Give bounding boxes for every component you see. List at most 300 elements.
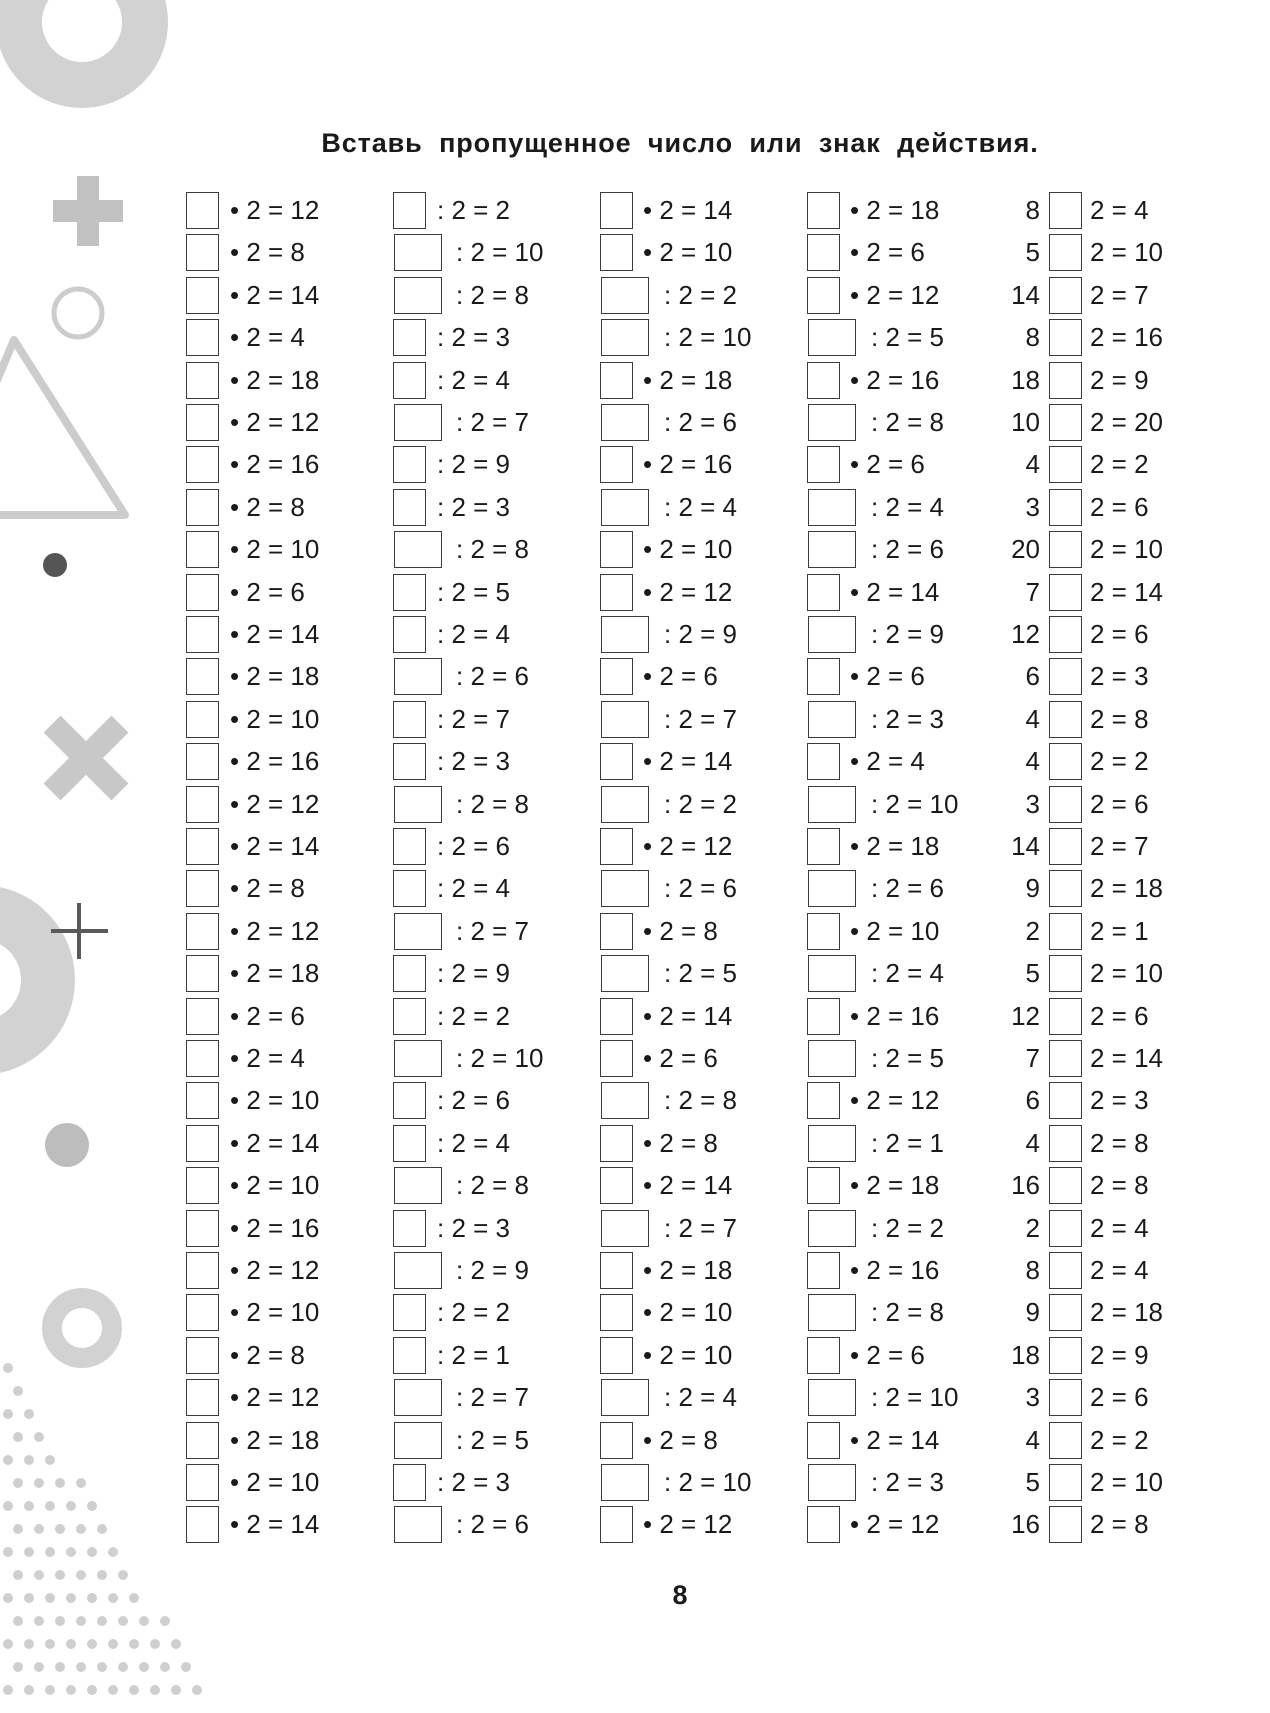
answer-box[interactable] [808, 1210, 856, 1247]
pattern-dot [24, 1685, 34, 1695]
answer-box[interactable] [601, 1464, 649, 1501]
answer-box[interactable] [186, 1252, 219, 1289]
answer-box[interactable] [186, 870, 219, 907]
answer-sign-box[interactable] [1049, 1294, 1082, 1331]
triangle-icon [0, 340, 125, 515]
pattern-dot [24, 1547, 34, 1557]
expression-text: • 2 = 14 [230, 619, 320, 649]
pattern-dot [118, 1662, 128, 1672]
answer-box[interactable] [394, 531, 442, 568]
answer-box[interactable] [600, 743, 633, 780]
expression-text: : 2 = 8 [456, 1170, 529, 1201]
expression-text: : 2 = 10 [456, 1043, 544, 1073]
pattern-dot [45, 1685, 55, 1695]
answer-box[interactable] [808, 701, 856, 738]
expression-text: : 2 = 6 [664, 873, 737, 904]
answer-box[interactable] [394, 277, 442, 314]
answer-box[interactable] [807, 277, 840, 314]
answer-sign-box[interactable] [1049, 1082, 1082, 1119]
answer-box[interactable] [186, 658, 219, 695]
expression-text: 2 = 4 [1090, 1212, 1149, 1243]
pattern-dot [3, 1455, 13, 1465]
answer-box[interactable] [393, 489, 426, 526]
dividend-value: 4 [1025, 746, 1040, 777]
expression-text: : 2 = 3 [871, 703, 944, 734]
pattern-dot [66, 1547, 76, 1557]
answer-sign-box[interactable] [1049, 1125, 1082, 1162]
answer-sign-box[interactable] [1049, 1422, 1082, 1459]
expression-text: : 2 = 7 [456, 1382, 529, 1413]
expression-text: • 2 = 10 [230, 1297, 320, 1328]
answer-box[interactable] [186, 1379, 219, 1416]
answer-box[interactable] [808, 1464, 856, 1501]
expression-text: 2 = 2 [1090, 449, 1149, 480]
expression-text: • 2 = 12 [230, 1382, 320, 1413]
expression-text: • 2 = 10 [230, 1085, 320, 1116]
answer-box[interactable] [808, 1125, 856, 1162]
answer-box[interactable] [393, 743, 426, 780]
pattern-dot [55, 1662, 65, 1672]
expression-text: 2 = 4 [1090, 1255, 1149, 1285]
answer-box[interactable] [808, 1294, 856, 1331]
expression-text: 2 = 3 [1090, 661, 1149, 692]
dividend-value: 6 [1025, 661, 1040, 692]
expression-text: • 2 = 8 [643, 915, 718, 946]
expression-text: : 2 = 4 [437, 1127, 510, 1158]
answer-box[interactable] [807, 1082, 840, 1119]
dividend-value: 14 [1011, 279, 1040, 310]
answer-box[interactable] [807, 446, 840, 483]
expression-text: : 2 = 4 [437, 364, 510, 395]
answer-sign-box[interactable] [1049, 362, 1082, 399]
answer-box[interactable] [186, 998, 219, 1035]
answer-box[interactable] [393, 574, 426, 611]
answer-sign-box[interactable] [1049, 531, 1082, 568]
expression-text: : 2 = 5 [437, 576, 510, 607]
answer-box[interactable] [393, 362, 426, 399]
answer-box[interactable] [600, 234, 633, 271]
answer-box[interactable] [186, 1040, 219, 1077]
pattern-dot [97, 1616, 107, 1626]
answer-box[interactable] [186, 913, 219, 950]
answer-box[interactable] [186, 1210, 219, 1247]
answer-box[interactable] [186, 1506, 219, 1543]
expression-text: 2 = 18 [1090, 873, 1164, 904]
answer-box[interactable] [600, 1506, 633, 1543]
answer-box[interactable] [393, 998, 426, 1035]
expression-text: • 2 = 8 [230, 873, 305, 904]
answer-box[interactable] [808, 531, 856, 568]
answer-box[interactable] [394, 1252, 442, 1289]
dividend-value: 4 [1025, 703, 1040, 734]
answer-box[interactable] [807, 574, 840, 611]
answer-box[interactable] [807, 234, 840, 271]
answer-box[interactable] [393, 955, 426, 992]
expression-text: : 2 = 3 [437, 746, 510, 777]
answer-sign-box[interactable] [1049, 1337, 1082, 1374]
answer-box[interactable] [808, 870, 856, 907]
dividend-value: 12 [1011, 619, 1040, 649]
answer-box[interactable] [808, 489, 856, 526]
expression-text: 2 = 6 [1090, 491, 1149, 522]
answer-sign-box[interactable] [1049, 998, 1082, 1035]
answer-box[interactable] [186, 616, 219, 653]
pattern-dot [45, 1639, 55, 1649]
answer-box[interactable] [808, 404, 856, 441]
expression-text: • 2 = 6 [850, 661, 925, 692]
answer-box[interactable] [808, 1379, 856, 1416]
expression-text: • 2 = 10 [230, 703, 320, 734]
answer-sign-box[interactable] [1049, 446, 1082, 483]
expression-text: : 2 = 2 [871, 1212, 944, 1243]
answer-sign-box[interactable] [1049, 1379, 1082, 1416]
answer-sign-box[interactable] [1049, 616, 1082, 653]
expression-text: 2 = 16 [1090, 322, 1164, 353]
cross-icon [18, 690, 154, 826]
answer-box[interactable] [394, 786, 442, 823]
answer-box[interactable] [807, 1337, 840, 1374]
pattern-dot [45, 1455, 55, 1465]
answer-box[interactable] [600, 574, 633, 611]
answer-box[interactable] [186, 701, 219, 738]
pattern-dot [66, 1501, 76, 1511]
answer-sign-box[interactable] [1049, 319, 1082, 356]
dividend-value: 4 [1025, 1424, 1040, 1455]
expression-text: • 2 = 10 [850, 915, 940, 946]
answer-box[interactable] [186, 319, 219, 356]
pattern-dot [13, 1524, 23, 1534]
answer-sign-box[interactable] [1049, 1252, 1082, 1289]
answer-box[interactable] [393, 1125, 426, 1162]
answer-box[interactable] [393, 319, 426, 356]
answer-box[interactable] [601, 1379, 649, 1416]
answer-sign-box[interactable] [1049, 1167, 1082, 1204]
expression-text: • 2 = 14 [230, 1509, 320, 1540]
answer-box[interactable] [600, 1337, 633, 1374]
answer-box[interactable] [600, 1294, 633, 1331]
pattern-dot [97, 1662, 107, 1672]
expression-text: : 2 = 6 [664, 407, 737, 437]
expression-text: : 2 = 10 [664, 1467, 752, 1497]
answer-box[interactable] [393, 701, 426, 738]
expression-text: • 2 = 8 [230, 491, 305, 522]
answer-box[interactable] [807, 1252, 840, 1289]
answer-box[interactable] [186, 489, 219, 526]
answer-box[interactable] [186, 1337, 219, 1374]
answer-box[interactable] [393, 192, 426, 229]
pattern-dot [45, 1547, 55, 1557]
dividend-value: 3 [1025, 1382, 1040, 1413]
answer-box[interactable] [186, 828, 219, 865]
pattern-dot [76, 1478, 86, 1488]
ring-bottom-icon [52, 1298, 112, 1358]
expression-text: • 2 = 12 [230, 1255, 320, 1285]
expression-text: 2 = 14 [1090, 576, 1164, 607]
expression-text: • 2 = 4 [230, 1043, 305, 1073]
expression-text: : 2 = 9 [664, 619, 737, 649]
answer-sign-box[interactable] [1049, 786, 1082, 823]
answer-box[interactable] [807, 658, 840, 695]
expression-text: : 2 = 8 [871, 1297, 944, 1328]
answer-box[interactable] [394, 1040, 442, 1077]
expression-text: 2 = 3 [1090, 1085, 1149, 1116]
expression-text: 2 = 18 [1090, 1297, 1164, 1328]
answer-box[interactable] [186, 192, 219, 229]
answer-box[interactable] [807, 192, 840, 229]
answer-box[interactable] [601, 489, 649, 526]
answer-sign-box[interactable] [1049, 1464, 1082, 1501]
dividend-value: 4 [1025, 449, 1040, 480]
answer-sign-box[interactable] [1049, 277, 1082, 314]
pattern-dot [139, 1616, 149, 1626]
pattern-dot [171, 1639, 181, 1649]
answer-box[interactable] [601, 616, 649, 653]
answer-box[interactable] [186, 1422, 219, 1459]
answer-sign-box[interactable] [1049, 955, 1082, 992]
pattern-dot [3, 1501, 13, 1511]
answer-box[interactable] [393, 1082, 426, 1119]
expression-text: : 2 = 7 [456, 407, 529, 437]
answer-sign-box[interactable] [1049, 192, 1082, 229]
answer-box[interactable] [394, 1167, 442, 1204]
expression-text: • 2 = 14 [643, 195, 733, 225]
answer-box[interactable] [186, 743, 219, 780]
answer-box[interactable] [600, 1040, 633, 1077]
answer-box[interactable] [186, 404, 219, 441]
expression-text: 2 = 4 [1090, 195, 1149, 225]
answer-box[interactable] [394, 1379, 442, 1416]
expression-text: : 2 = 7 [664, 703, 737, 734]
expression-text: : 2 = 5 [456, 1424, 529, 1455]
answer-box[interactable] [808, 319, 856, 356]
expression-text: : 2 = 6 [456, 1509, 529, 1540]
expression-text: • 2 = 10 [230, 1467, 320, 1497]
dividend-value: 9 [1025, 1297, 1040, 1328]
expression-text: • 2 = 10 [230, 534, 320, 565]
answer-box[interactable] [393, 870, 426, 907]
answer-box[interactable] [393, 616, 426, 653]
dividend-value: 10 [1011, 407, 1040, 437]
expression-text: • 2 = 18 [643, 1255, 733, 1285]
answer-box[interactable] [186, 1082, 219, 1119]
expression-text: • 2 = 6 [230, 576, 305, 607]
answer-box[interactable] [394, 658, 442, 695]
expression-text: • 2 = 14 [230, 279, 320, 310]
pattern-dot [87, 1547, 97, 1557]
answer-box[interactable] [600, 828, 633, 865]
pattern-dot [97, 1570, 107, 1580]
answer-box[interactable] [393, 1464, 426, 1501]
answer-box[interactable] [807, 1167, 840, 1204]
answer-sign-box[interactable] [1049, 404, 1082, 441]
answer-box[interactable] [600, 998, 633, 1035]
answer-box[interactable] [186, 1464, 219, 1501]
answer-box[interactable] [601, 1082, 649, 1119]
answer-box[interactable] [186, 234, 219, 271]
answer-box[interactable] [808, 955, 856, 992]
expression-text: : 2 = 1 [437, 1339, 510, 1370]
answer-box[interactable] [394, 404, 442, 441]
pattern-dot [55, 1570, 65, 1580]
answer-box[interactable] [601, 955, 649, 992]
pattern-dot [3, 1409, 13, 1419]
pattern-dot [55, 1478, 65, 1488]
expression-text: • 2 = 18 [230, 364, 320, 395]
answer-sign-box[interactable] [1049, 234, 1082, 271]
answer-box[interactable] [394, 913, 442, 950]
pattern-dot [76, 1524, 86, 1534]
expression-text: • 2 = 8 [230, 1339, 305, 1370]
answer-sign-box[interactable] [1049, 701, 1082, 738]
answer-box[interactable] [601, 277, 649, 314]
answer-box[interactable] [600, 531, 633, 568]
expression-text: • 2 = 14 [230, 1127, 320, 1158]
answer-sign-box[interactable] [1049, 1506, 1082, 1543]
expression-text: • 2 = 12 [230, 195, 320, 225]
answer-box[interactable] [600, 362, 633, 399]
dividend-value: 2 [1025, 915, 1040, 946]
answer-box[interactable] [601, 319, 649, 356]
expression-text: : 2 = 5 [871, 322, 944, 353]
answer-box[interactable] [600, 192, 633, 229]
answer-box[interactable] [807, 828, 840, 865]
pattern-dot [97, 1524, 107, 1534]
expression-text: 2 = 10 [1090, 237, 1164, 268]
answer-box[interactable] [393, 1210, 426, 1247]
expression-text: • 2 = 18 [230, 958, 320, 989]
answer-box[interactable] [601, 701, 649, 738]
answer-box[interactable] [186, 446, 219, 483]
answer-box[interactable] [600, 913, 633, 950]
dividend-value: 8 [1025, 195, 1040, 225]
answer-sign-box[interactable] [1049, 743, 1082, 780]
expression-text: • 2 = 14 [230, 831, 320, 861]
pattern-dot [129, 1685, 139, 1695]
pattern-dot [160, 1616, 170, 1626]
dividend-value: 18 [1011, 1339, 1040, 1370]
answer-box[interactable] [186, 955, 219, 992]
pattern-dot [13, 1386, 23, 1396]
answer-box[interactable] [808, 1040, 856, 1077]
dividend-value: 14 [1011, 831, 1040, 861]
expression-text: : 2 = 7 [437, 703, 510, 734]
answer-box[interactable] [394, 234, 442, 271]
expression-text: • 2 = 12 [850, 1085, 940, 1116]
answer-box[interactable] [807, 362, 840, 399]
expression-text: • 2 = 10 [643, 1339, 733, 1370]
expression-text: 2 = 8 [1090, 1127, 1149, 1158]
expression-text: 2 = 10 [1090, 958, 1164, 989]
answer-box[interactable] [808, 616, 856, 653]
expression-text: : 2 = 10 [871, 1382, 959, 1413]
answer-box[interactable] [186, 1125, 219, 1162]
expression-text: : 2 = 8 [664, 1085, 737, 1116]
answer-box[interactable] [601, 870, 649, 907]
answer-box[interactable] [807, 1422, 840, 1459]
answer-box[interactable] [601, 1210, 649, 1247]
answer-box[interactable] [807, 998, 840, 1035]
answer-box[interactable] [186, 1294, 219, 1331]
answer-sign-box[interactable] [1049, 574, 1082, 611]
answer-box[interactable] [600, 1422, 633, 1459]
pattern-dot [171, 1685, 181, 1695]
pattern-dot [13, 1616, 23, 1626]
answer-box[interactable] [808, 786, 856, 823]
pattern-dot [13, 1478, 23, 1488]
answer-box[interactable] [807, 743, 840, 780]
pattern-dot [55, 1616, 65, 1626]
expression-text: • 2 = 18 [850, 195, 940, 225]
answer-sign-box[interactable] [1049, 1040, 1082, 1077]
answer-box[interactable] [600, 446, 633, 483]
expression-text: • 2 = 8 [643, 1127, 718, 1158]
answer-sign-box[interactable] [1049, 489, 1082, 526]
answer-box[interactable] [393, 1294, 426, 1331]
answer-sign-box[interactable] [1049, 870, 1082, 907]
pattern-dot [55, 1524, 65, 1534]
dividend-value: 16 [1011, 1170, 1040, 1201]
expression-text: : 2 = 2 [664, 788, 737, 819]
answer-box[interactable] [393, 1337, 426, 1374]
answer-box[interactable] [186, 277, 219, 314]
answer-box[interactable] [807, 913, 840, 950]
expression-text: : 2 = 3 [871, 1467, 944, 1497]
pattern-dot [76, 1616, 86, 1626]
plus-icon [53, 176, 123, 246]
pattern-dot [129, 1639, 139, 1649]
expression-text: • 2 = 10 [643, 1297, 733, 1328]
answer-box[interactable] [601, 786, 649, 823]
answer-box[interactable] [186, 574, 219, 611]
answer-box[interactable] [394, 1422, 442, 1459]
answer-box[interactable] [600, 658, 633, 695]
answer-box[interactable] [393, 446, 426, 483]
expression-text: : 2 = 2 [437, 1000, 510, 1031]
answer-sign-box[interactable] [1049, 1210, 1082, 1247]
answer-box[interactable] [394, 1506, 442, 1543]
expression-text: • 2 = 16 [850, 1000, 940, 1031]
answer-sign-box[interactable] [1049, 913, 1082, 950]
dividend-value: 8 [1025, 322, 1040, 353]
pattern-dot [118, 1616, 128, 1626]
answer-box[interactable] [393, 828, 426, 865]
answer-box[interactable] [186, 531, 219, 568]
answer-sign-box[interactable] [1049, 828, 1082, 865]
answer-box[interactable] [807, 1506, 840, 1543]
expression-text: • 2 = 12 [230, 788, 320, 819]
expression-text: • 2 = 14 [643, 746, 733, 777]
answer-box[interactable] [600, 1125, 633, 1162]
expression-text: • 2 = 6 [850, 449, 925, 480]
expression-text: : 2 = 4 [871, 491, 944, 522]
answer-box[interactable] [600, 1167, 633, 1204]
pattern-dot [160, 1662, 170, 1672]
pattern-dot [66, 1685, 76, 1695]
expression-text: 2 = 1 [1090, 915, 1149, 946]
answer-box[interactable] [600, 1252, 633, 1289]
expression-text: : 2 = 3 [437, 1212, 510, 1243]
expression-text: 2 = 10 [1090, 1467, 1164, 1497]
answer-box[interactable] [186, 1167, 219, 1204]
answer-box[interactable] [186, 362, 219, 399]
answer-sign-box[interactable] [1049, 658, 1082, 695]
expression-text: : 2 = 9 [456, 1255, 529, 1285]
expression-text: • 2 = 10 [643, 237, 733, 268]
answer-box[interactable] [601, 404, 649, 441]
answer-box[interactable] [186, 786, 219, 823]
half-ring-icon [0, 912, 48, 1048]
expression-text: • 2 = 12 [643, 1509, 733, 1540]
